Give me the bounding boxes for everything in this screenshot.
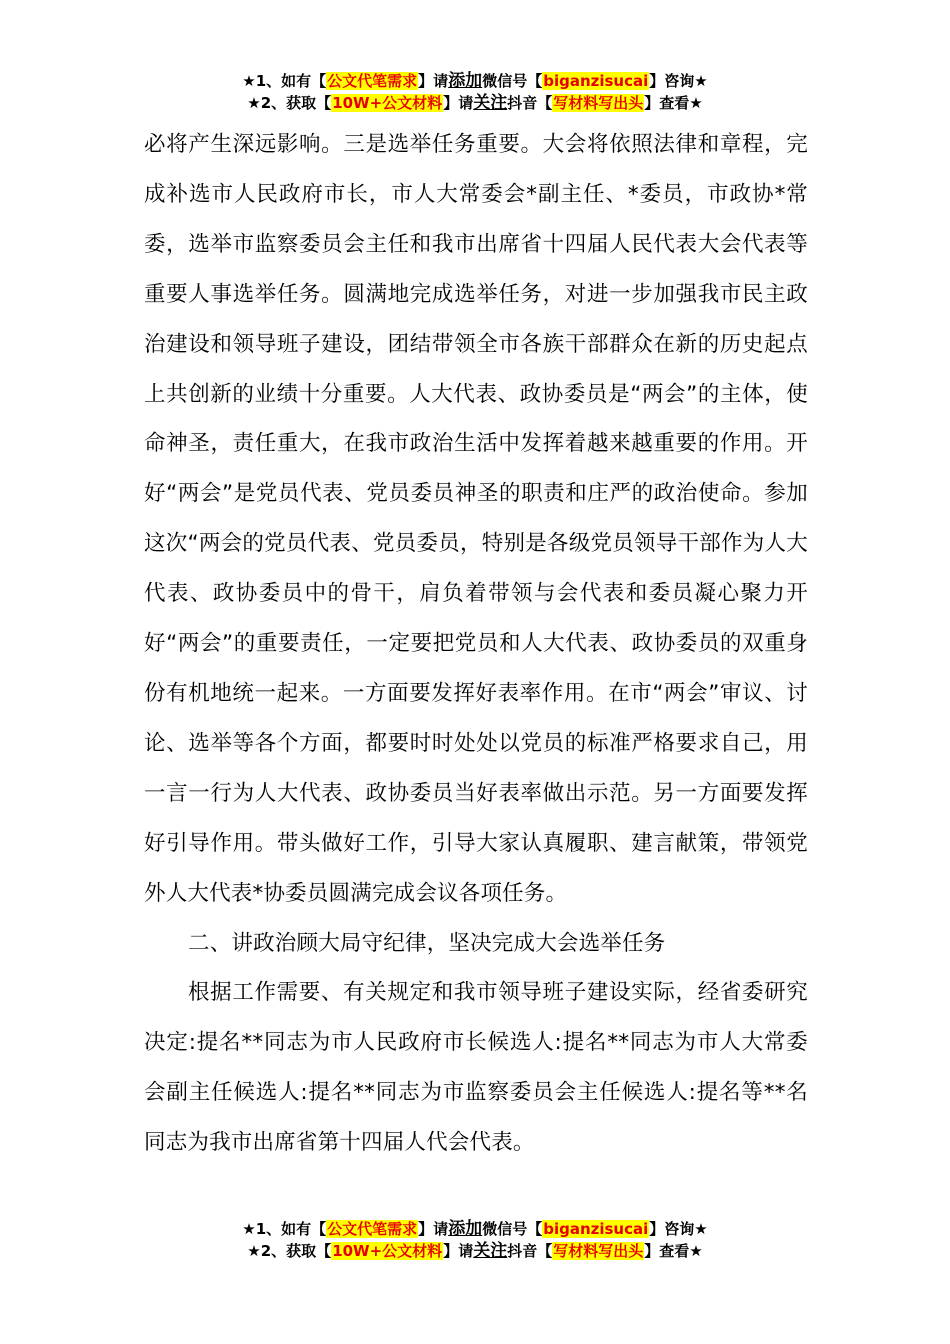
emphasis-text: 关注 xyxy=(473,1241,508,1261)
promo-line-1 xyxy=(0,1218,950,1240)
body-paragraph: 根据工作需要、有关规定和我市领导班子建设实际，经省委研究决定:提名**同志为市人民政府市长候选人:提名**同志为市人大常委会副主任候选人:提名**同志为市监察委员会主任候选人:提名等**名同志为我市出席省第十四届人代会代表。 xyxy=(144,980,808,1156)
promo-text: 】请 xyxy=(418,72,449,90)
promo-text: 】请 xyxy=(443,94,474,112)
douyin-id: 写材料写出头 xyxy=(553,94,644,112)
promo-text: 】查看★ xyxy=(644,1242,703,1260)
wechat-id: biganzisucai xyxy=(543,1220,649,1238)
promo-banner-bottom xyxy=(0,1218,950,1262)
wechat-id: biganzisucai xyxy=(543,72,649,90)
promo-text: 微信号【 xyxy=(482,1220,543,1238)
promo-text: 】请 xyxy=(418,1220,449,1238)
promo-text: ★2、获取【 xyxy=(247,94,332,112)
section-heading: 二、讲政治顾大局守纪律，坚决完成大会选举任务 xyxy=(188,930,666,956)
promo-text: 微信号【 xyxy=(482,72,543,90)
promo-text: 】咨询★ xyxy=(649,72,708,90)
emphasis-text: 关注 xyxy=(473,93,508,113)
highlight-label: 公文代笔需求 xyxy=(327,72,418,90)
promo-text: 】咨询★ xyxy=(649,1220,708,1238)
douyin-id: 写材料写出头 xyxy=(553,1242,644,1260)
promo-line-2 xyxy=(0,92,950,114)
promo-text: 抖音【 xyxy=(507,94,553,112)
promo-text: 】查看★ xyxy=(644,94,703,112)
promo-text: ★1、如有【 xyxy=(242,72,327,90)
promo-text: 抖音【 xyxy=(507,1242,553,1260)
promo-text: ★2、获取【 xyxy=(247,1242,332,1260)
emphasis-text: 添加 xyxy=(448,1219,483,1239)
highlight-label: 10W+公文材料 xyxy=(332,1242,443,1260)
document-body xyxy=(144,120,808,1168)
promo-text: 】请 xyxy=(443,1242,474,1260)
highlight-label: 公文代笔需求 xyxy=(327,1220,418,1238)
promo-line-1 xyxy=(0,70,950,92)
promo-line-2 xyxy=(0,1240,950,1262)
promo-text: ★1、如有【 xyxy=(242,1220,327,1238)
body-paragraph: 必将产生深远影响。三是选举任务重要。大会将依照法律和章程，完成补选市人民政府市长，市人大常委会*副主任、*委员，市政协*常委，选举市监察委员会主任和我市出席省十四届人民代表大会代表等重要人事选举任务。圆满地完成选举任务，对进一步加强我市民主政治建设和领导班子建设，团结带领全市各族干部群众在新的历史起点上共创新的业绩十分重要。人大代表、政协委员是“两会”的主体，使命神圣，责任重大，在我市政治生活中发挥着越来越重要的作用。开好“两会”是党员代表、党员委员神圣的职责和庄严的政治使命。参加这次“两会的党员代表、党员委员，特别是各级党员领导干部作为人大代表、政协委员中的骨干，肩负着带领与会代表和委员凝心聚力开好“两会”的重要责任，一定要把党员和人大代表、政协委员的双重身份有机地统一起来。一方面要发挥好表率作用。在市“两会”审议、讨论、选举等各个方面，都要时时处处以党员的标准严格要求自己，用一言一行为人大代表、政协委员当好表率做出示范。另一方面要发挥好引导作用。带头做好工作，引导大家认真履职、建言献策，带领党外人大代表*协委员圆满完成会议各项任务。 xyxy=(144,132,808,906)
promo-banner-top xyxy=(0,70,950,114)
highlight-label: 10W+公文材料 xyxy=(332,94,443,112)
emphasis-text: 添加 xyxy=(448,71,483,91)
